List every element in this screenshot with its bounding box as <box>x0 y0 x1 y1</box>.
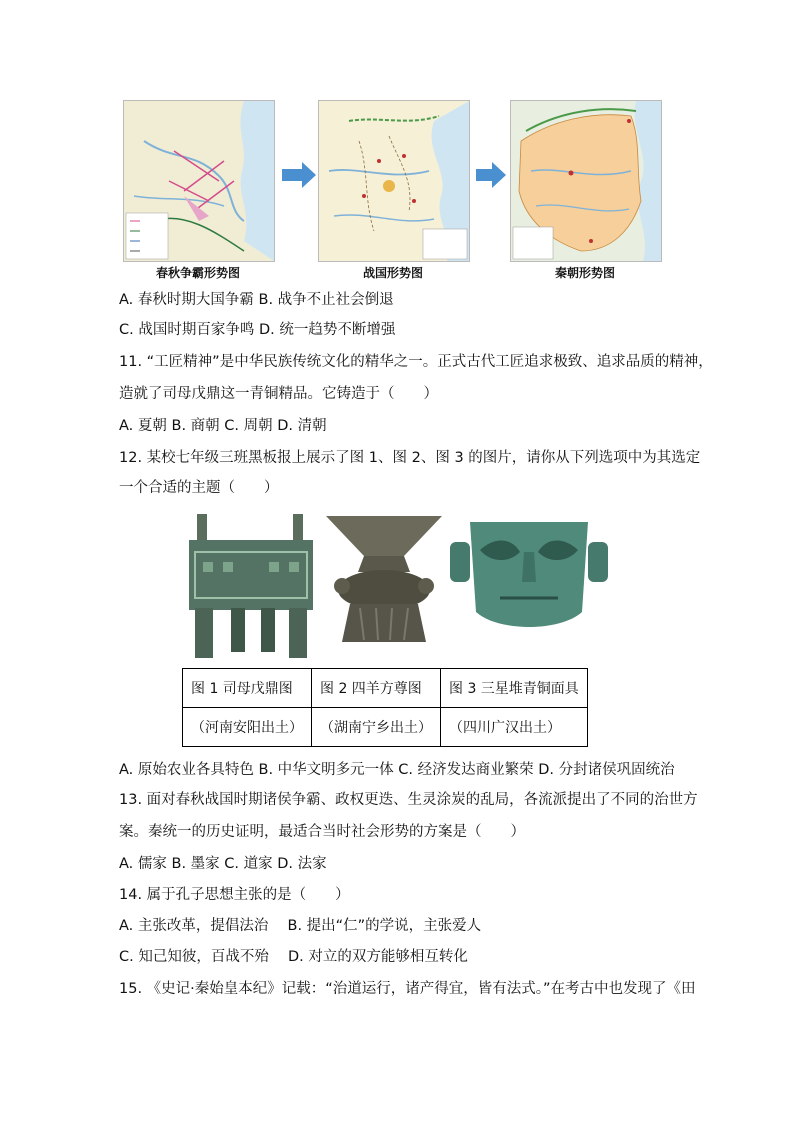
q15-stem-line1: 15. 《史记·秦始皇本纪》记载：“治道运行，诸产得宜，皆有法式。”在考古中也发现了《田 <box>119 981 696 997</box>
origin-fig1: （河南安阳出土） <box>183 708 312 747</box>
table-row <box>183 669 588 708</box>
q12-stem-line2: 一个合适的主题（ ） <box>119 480 279 496</box>
map-caption-spring-autumn: 春秋争霸形势图 <box>155 266 240 280</box>
q11-stem-line1: 11. “工匠精神”是中华民族传统文化的精华之一。正式古代工匠追求极致、追求品质的精神， <box>119 354 713 370</box>
table-row <box>183 708 588 747</box>
spring-autumn-map <box>123 100 275 262</box>
q11-stem-line2: 造就了司母戊鼎这一青铜精品。它铸造于（ ） <box>119 386 438 402</box>
caption-fig3: 图 3 三星堆青铜面具 <box>441 669 588 708</box>
map-caption-warring-states: 战国形势图 <box>362 266 423 280</box>
simuwu-ding-image <box>183 512 319 664</box>
q12-options: A. 原始农业各具特色 B. 中华文明多元一体 C. 经济发达商业繁荣 D. 分封诸侯巩固统治 <box>119 762 675 778</box>
caption-fig2: 图 2 四羊方尊图 <box>312 669 441 708</box>
map-caption-qin: 秦朝形势图 <box>554 266 615 280</box>
q12-stem-line1: 12. 某校七年级三班黑板报上展示了图 1、图 2、图 3 的图片，请你从下列选项中为其选定 <box>119 450 701 466</box>
sanxingdui-mask-image <box>450 512 608 640</box>
q13-options: A. 儒家 B. 墨家 C. 道家 D. 法家 <box>119 856 327 872</box>
q13-stem-line2: 案。秦统一的历史证明，最适合当时社会形势的方案是（ ） <box>119 824 525 840</box>
q10-options-ab: A. 春秋时期大国争霸 B. 战争不止社会倒退 <box>119 292 394 308</box>
artifact-caption-table <box>182 668 588 747</box>
q10-options-cd: C. 战国时期百家争鸣 D. 统一趋势不断增强 <box>119 322 396 338</box>
warring-states-map <box>318 100 470 262</box>
q14-options-cd: C. 知己知彼，百战不殆 D. 对立的双方能够相互转化 <box>119 949 468 965</box>
q14-stem: 14. 属于孔子思想主张的是（ ） <box>119 887 350 903</box>
q13-stem-line1: 13. 面对春秋战国时期诸侯争霸、政权更迭、生灵涂炭的乱局，各流派提出了不同的治世方 <box>119 792 698 808</box>
four-goat-zun-image <box>320 512 448 652</box>
origin-fig2: （湖南宁乡出土） <box>312 708 441 747</box>
q14-options-ab: A. 主张改革，提倡法治 B. 提出“仁”的学说，主张爱人 <box>119 918 482 934</box>
caption-fig1: 图 1 司母戊鼎图 <box>183 669 312 708</box>
q11-options: A. 夏朝 B. 商朝 C. 周朝 D. 清朝 <box>119 418 327 434</box>
qin-dynasty-map <box>510 100 662 262</box>
origin-fig3: （四川广汉出土） <box>441 708 588 747</box>
